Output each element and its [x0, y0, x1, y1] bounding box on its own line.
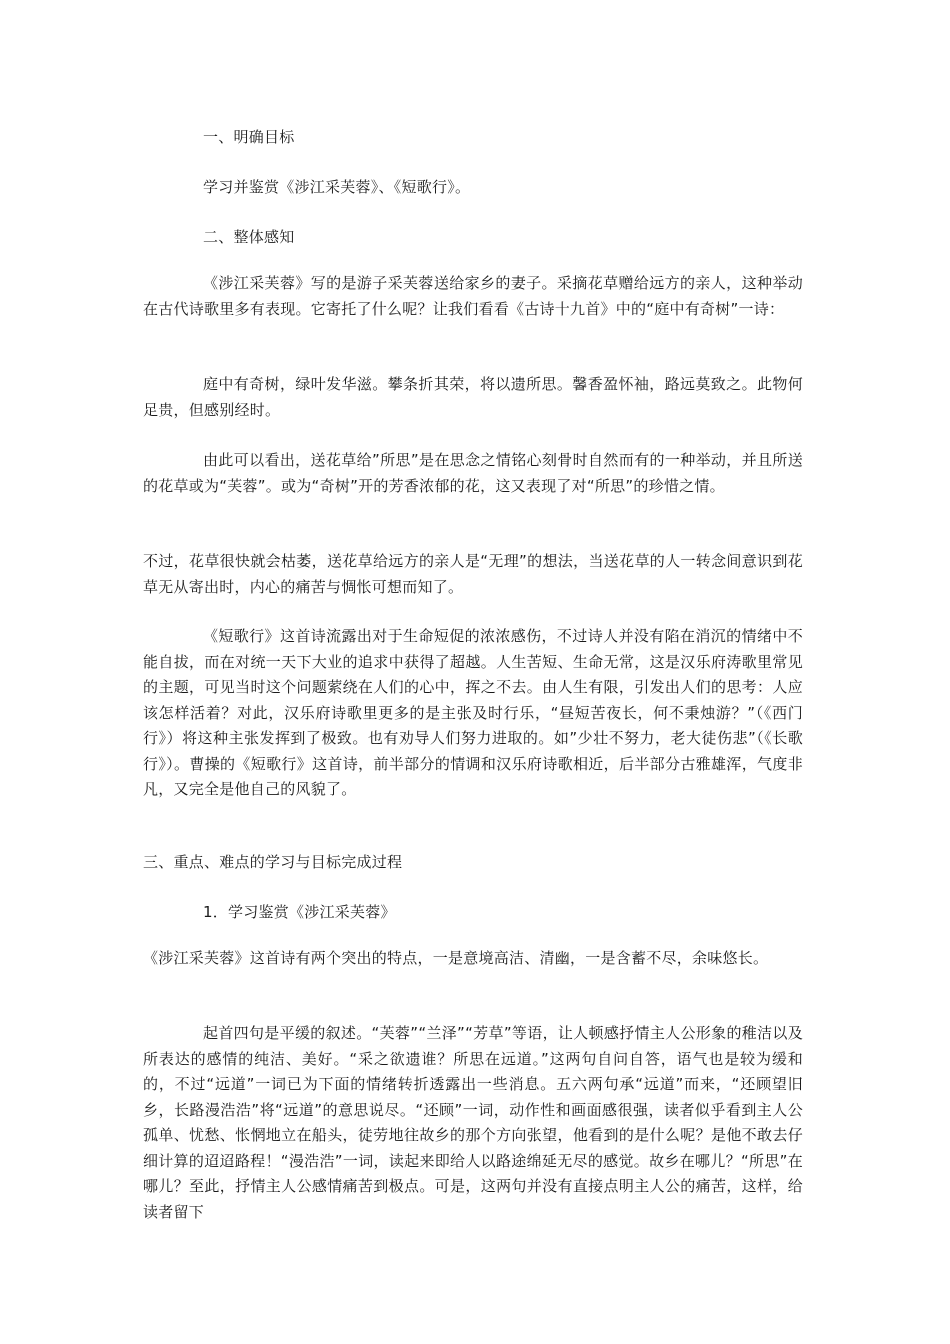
paragraph-two-features: 《涉江采芙蓉》这首诗有两个突出的特点，一是意境高洁、清幽，一是含蓄不尽，余味悠长。	[143, 949, 769, 967]
poem-tingzhong-youqishu: 庭中有奇树，绿叶发华滋。攀条折其荣，将以遗所思。馨香盈怀袖，路远莫致之。此物何足贵，但感别经时。	[143, 375, 803, 419]
paragraph-first-four-lines: 起首四句是平缓的叙述。“芙蓉”“兰泽”“芳草”等语，让人顿感抒情主人公形象的稚洁以及所表达的感情的纯洁、美好。“采之欲遗谁？所思在远道。”这两句自问自答，语气也是较为缓和的，不过“远道”一词已为下面的情绪转折透露出一些消息。五六两句承“远道”而来，“还顾望旧乡，长路漫浩浩”将“远道”的意思说尽。“还顾”一词，动作性和画面感很强，读者似乎看到主人公孤单、忧愁、怅惘地立在船头，徒劳地往故乡的那个方向张望，他看到的是什么呢？是他不敢去仔细计算的迢迢路程！“漫浩浩”一词，读起来即给人以路途绵延无尽的感觉。故乡在哪儿？“所思”在哪儿？至此，抒情主人公感情痛苦到极点。可是，这两句并没有直接点明主人公的痛苦，这样，给读者留下	[143, 1024, 803, 1221]
goal-text: 学习并鉴赏《涉江采芙蓉》、《短歌行》。	[203, 178, 471, 196]
subheading-study-shejiang: 1．学习鉴赏《涉江采芙蓉》	[203, 903, 396, 921]
heading-clear-goals: 一、明确目标	[203, 128, 295, 146]
heading-overall-perception: 二、整体感知	[203, 228, 295, 246]
heading-key-points: 三、重点、难点的学习与目标完成过程	[143, 853, 403, 871]
paragraph-intro-shejiang: 《涉江采芙蓉》写的是游子采芙蓉送给家乡的妻子。采摘花草赠给远方的亲人，这种举动在古代诗歌里多有表现。它寄托了什么呢？让我们看看《古诗十九首》中的“庭中有奇树”一诗：	[143, 274, 803, 318]
paragraph-analysis-flowers: 由此可以看出，送花草给”所思”是在思念之情铭心刻骨时自然而有的一种举动，并且所送的花草或为“芙蓉”。或为“奇树”开的芳香浓郁的花，这又表现了对“所思”的珍惜之情。	[143, 451, 803, 495]
paragraph-flowers-wither: 不过，花草很快就会枯萎，送花草给远方的亲人是“无理”的想法，当送花草的人一转念间意识到花草无从寄出时，内心的痛苦与惆怅可想而知了。	[143, 552, 803, 596]
paragraph-duangexing-intro: 《短歌行》这首诗流露出对于生命短促的浓浓感伤，不过诗人并没有陷在消沉的情绪中不能自拔，而在对统一天下大业的追求中获得了超越。人生苦短、生命无常，这是汉乐府涛歌里常见的主题，可见当时这个问题萦绕在人们的心中，挥之不去。由人生有限，引发出人们的思考：人应该怎样活着？对此，汉乐府诗歌里更多的是主张及时行乐，“昼短苦夜长，何不秉烛游？”（《西门行》）将这种主张发挥到了极致。也有劝导人们努力进取的。如”少壮不努力，老大徒伤悲”（《长歌行》）。曹操的《短歌行》这首诗，前半部分的情调和汉乐府诗歌相近，后半部分古雅雄浑，气度非凡，又完全是他自己的风貌了。	[143, 627, 803, 798]
